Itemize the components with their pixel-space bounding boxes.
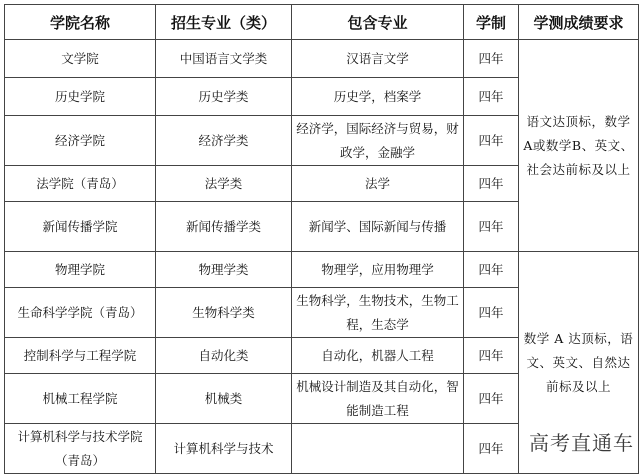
header-category: 招生专业（类） [156, 5, 292, 40]
included-majors: 法学 [292, 166, 464, 202]
included-majors: 历史学，档案学 [292, 78, 464, 116]
admissions-table [4, 4, 639, 474]
duration: 四年 [464, 288, 519, 338]
header-requirement: 学测成绩要求 [519, 5, 639, 40]
included-majors: 经济学，国际经济与贸易，财政学，金融学 [292, 116, 464, 166]
college-name: 机械工程学院 [5, 374, 156, 424]
duration: 四年 [464, 374, 519, 424]
duration: 四年 [464, 338, 519, 374]
header-majors: 包含专业 [292, 5, 464, 40]
college-name: 计算机科学与技术学院（青岛） [5, 424, 156, 474]
enroll-category: 新闻传播学类 [156, 202, 292, 252]
college-name: 文学院 [5, 40, 156, 78]
enroll-category: 生物科学类 [156, 288, 292, 338]
college-name: 经济学院 [5, 116, 156, 166]
table-header-row [5, 5, 639, 40]
duration: 四年 [464, 252, 519, 288]
enroll-category: 计算机科学与技术 [156, 424, 292, 474]
included-majors: 物理学，应用物理学 [292, 252, 464, 288]
included-majors: 汉语言文学 [292, 40, 464, 78]
college-name: 控制科学与工程学院 [5, 338, 156, 374]
enroll-category: 历史学类 [156, 78, 292, 116]
score-requirement-science: 数学 A 达顶标，语文、英文、自然达前标及以上 [519, 252, 639, 474]
duration: 四年 [464, 202, 519, 252]
college-name: 历史学院 [5, 78, 156, 116]
duration: 四年 [464, 166, 519, 202]
duration: 四年 [464, 40, 519, 78]
college-name: 生命科学学院（青岛） [5, 288, 156, 338]
enroll-category: 经济学类 [156, 116, 292, 166]
college-name: 物理学院 [5, 252, 156, 288]
college-name: 法学院（青岛） [5, 166, 156, 202]
included-majors: 生物科学，生物技术，生物工程，生态学 [292, 288, 464, 338]
table-row [5, 40, 639, 78]
table-row [5, 252, 639, 288]
duration: 四年 [464, 424, 519, 474]
included-majors [292, 424, 464, 474]
enroll-category: 物理学类 [156, 252, 292, 288]
watermark-text: 高考直通车 [529, 431, 634, 455]
duration: 四年 [464, 116, 519, 166]
duration: 四年 [464, 78, 519, 116]
enroll-category: 中国语言文学类 [156, 40, 292, 78]
enroll-category: 法学类 [156, 166, 292, 202]
enroll-category: 机械类 [156, 374, 292, 424]
included-majors: 自动化，机器人工程 [292, 338, 464, 374]
score-requirement-humanities: 语文达顶标，数学A或数学B、英文、社会达前标及以上 [519, 40, 639, 252]
header-college: 学院名称 [5, 5, 156, 40]
college-name: 新闻传播学院 [5, 202, 156, 252]
enroll-category: 自动化类 [156, 338, 292, 374]
included-majors: 机械设计制造及其自动化，智能制造工程 [292, 374, 464, 424]
header-duration: 学制 [464, 5, 519, 40]
included-majors: 新闻学、国际新闻与传播 [292, 202, 464, 252]
